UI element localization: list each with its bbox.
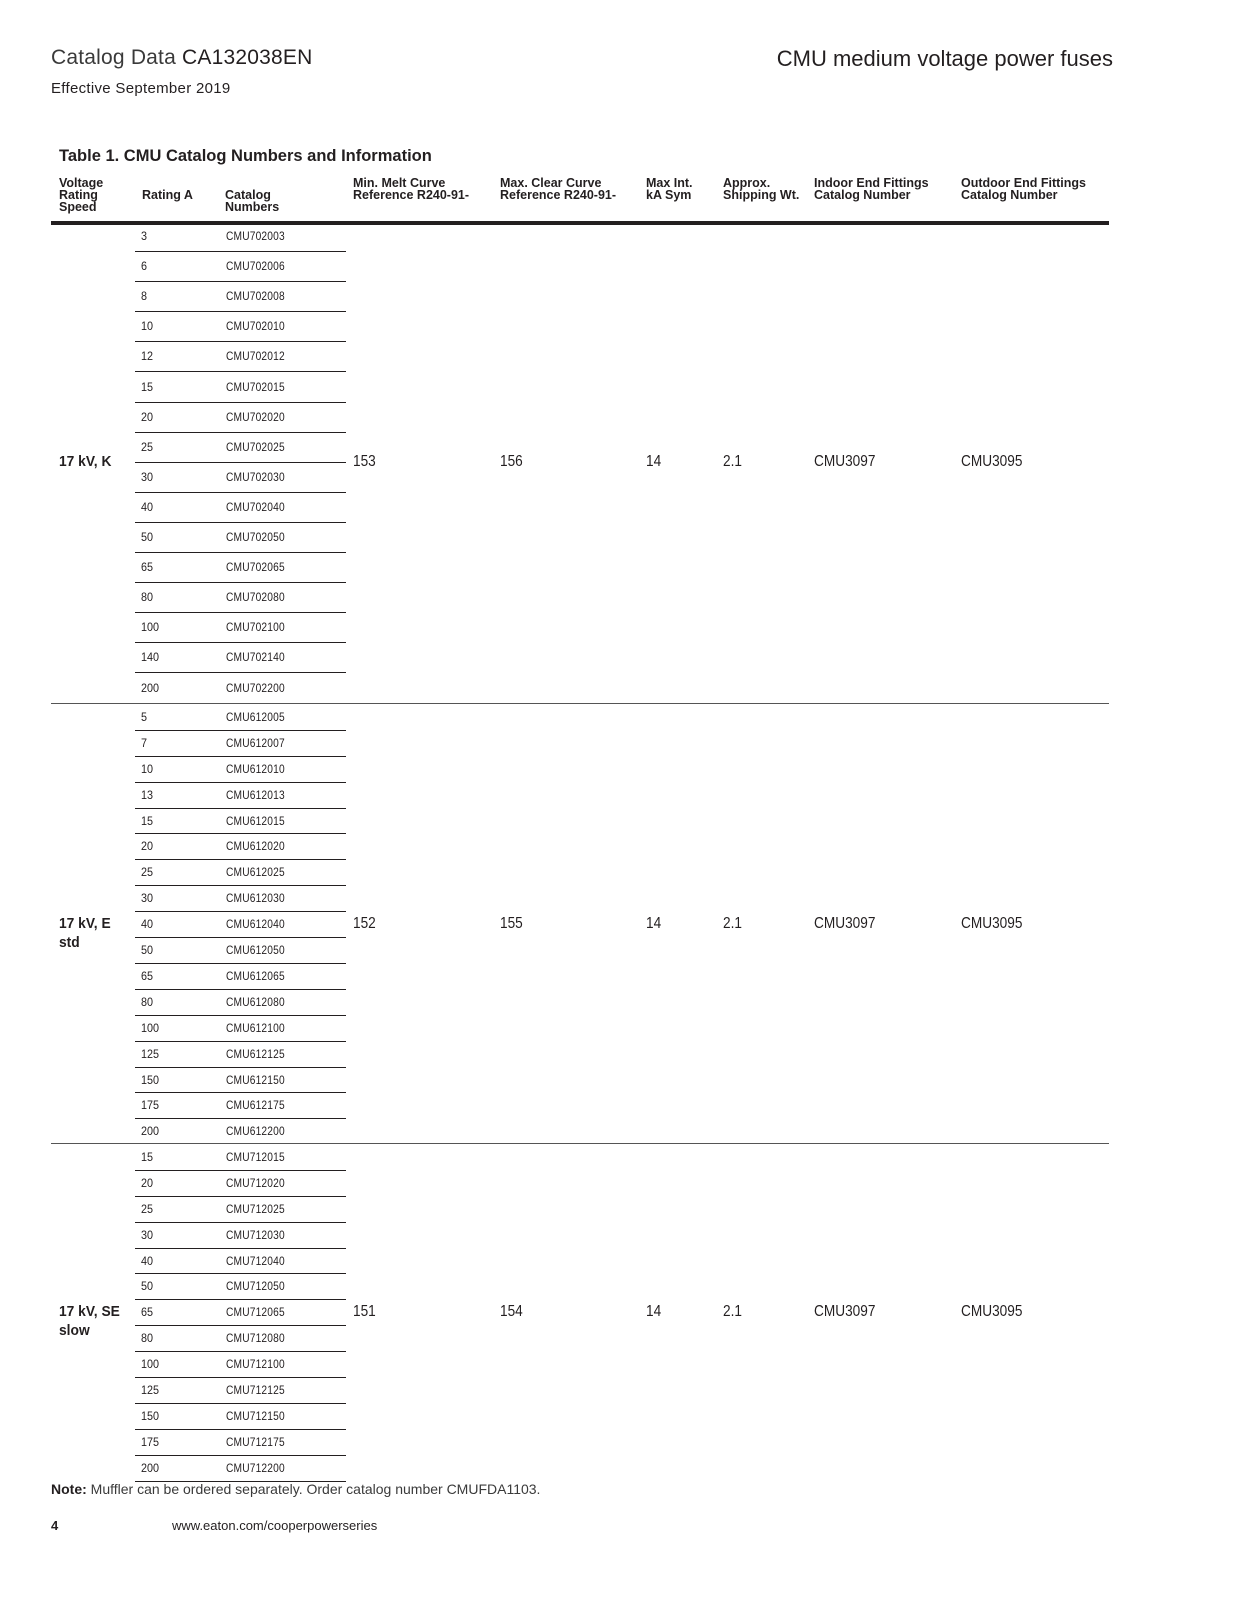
table-row — [135, 1196, 346, 1223]
table-row — [135, 1455, 346, 1482]
table-row — [135, 1403, 346, 1430]
table-row — [135, 859, 346, 886]
catalog-number-cell: CMU612040 — [226, 917, 285, 932]
catalog-number-cell: CMU612050 — [226, 943, 285, 958]
col-catalog: Catalog Numbers — [225, 188, 280, 214]
shipping-weight-cell: 2.1 — [723, 452, 742, 470]
note-label: Note: — [51, 1481, 87, 1497]
rating-cell: 13 — [141, 787, 154, 802]
rating-cell: 100 — [141, 1357, 160, 1372]
rating-cell: 140 — [141, 650, 160, 665]
table-row — [135, 730, 346, 757]
table-row — [135, 612, 346, 643]
min-melt-cell: 151 — [353, 1303, 376, 1321]
table-row — [135, 1015, 346, 1042]
rating-cell: 175 — [141, 1434, 160, 1449]
rating-cell: 50 — [141, 530, 154, 545]
catalog-number-cell: CMU702012 — [226, 349, 285, 364]
max-clear-cell: 154 — [500, 1303, 523, 1321]
max-clear-cell: 156 — [500, 452, 523, 470]
catalog-number-cell: CMU702008 — [226, 289, 285, 304]
document-title: CMU medium voltage power fuses — [776, 46, 1113, 71]
catalog-number-cell: CMU712020 — [226, 1175, 285, 1190]
table-row — [135, 989, 346, 1016]
rating-cell: 12 — [141, 349, 154, 364]
catalog-prefix: Catalog Data — [51, 46, 176, 69]
max-int-cell: 14 — [646, 1303, 662, 1321]
catalog-number-cell: CMU702003 — [226, 229, 285, 244]
table-note — [51, 1481, 540, 1497]
rating-cell: 6 — [141, 259, 148, 274]
table-row — [135, 251, 346, 282]
table-row — [135, 1351, 346, 1378]
catalog-number-cell: CMU712065 — [226, 1305, 285, 1320]
catalog-number-cell: CMU702010 — [226, 319, 285, 334]
rating-cell: 40 — [141, 499, 154, 514]
table-group — [51, 1143, 1109, 1481]
rating-cell: 125 — [141, 1046, 160, 1061]
col-voltage: Voltage Rating Speed — [59, 176, 104, 214]
voltage-rating-cell: 17 kV, E std — [59, 915, 111, 952]
outdoor-fitting-cell: CMU3095 — [961, 452, 1023, 470]
table-row — [135, 1248, 346, 1275]
catalog-number-cell: CMU712040 — [226, 1253, 285, 1268]
max-int-cell: 14 — [646, 915, 662, 933]
effective-date: Effective September 2019 — [51, 80, 231, 97]
rating-cell: 50 — [141, 943, 154, 958]
rating-cell: 30 — [141, 891, 154, 906]
rating-cell: 80 — [141, 994, 154, 1009]
catalog-number-cell: CMU712050 — [226, 1279, 285, 1294]
table-row — [135, 642, 346, 673]
catalog-id: CA132038EN — [182, 46, 313, 69]
table-row — [135, 522, 346, 553]
rating-cell: 25 — [141, 1201, 154, 1216]
table-row — [135, 808, 346, 835]
table-row — [135, 221, 346, 252]
rating-cell: 50 — [141, 1279, 154, 1294]
note-text: Muffler can be ordered separately. Order catalog number CMUFDA1103. — [90, 1481, 541, 1497]
table-row — [135, 492, 346, 523]
table-row — [135, 963, 346, 990]
col-max-clear: Max. Clear Curve Reference R240-91- — [500, 176, 617, 202]
rating-cell: 10 — [141, 761, 154, 776]
catalog-number-cell: CMU702080 — [226, 590, 285, 605]
page-number: 4 — [51, 1518, 59, 1533]
col-weight: Approx. Shipping Wt. — [723, 176, 800, 202]
catalog-number-cell: CMU702006 — [226, 259, 285, 274]
rating-cell: 200 — [141, 1124, 160, 1139]
rating-cell: 125 — [141, 1383, 160, 1398]
rating-cell: 200 — [141, 1460, 160, 1475]
table-row — [135, 1274, 346, 1301]
catalog-number-cell: CMU702040 — [226, 499, 285, 514]
table-row — [135, 1377, 346, 1404]
catalog-number-cell: CMU712100 — [226, 1357, 285, 1372]
col-min-melt: Min. Melt Curve Reference R240-91- — [353, 176, 470, 202]
catalog-number-cell: CMU612010 — [226, 761, 285, 776]
catalog-number-cell: CMU712200 — [226, 1460, 285, 1475]
rating-cell: 150 — [141, 1408, 160, 1423]
outdoor-fitting-cell: CMU3095 — [961, 915, 1023, 933]
catalog-number-cell: CMU612200 — [226, 1124, 285, 1139]
shipping-weight-cell: 2.1 — [723, 915, 742, 933]
min-melt-cell: 152 — [353, 915, 376, 933]
rating-cell: 7 — [141, 735, 148, 750]
table-row — [135, 1041, 346, 1068]
table-row — [135, 1429, 346, 1456]
rating-cell: 30 — [141, 469, 154, 484]
catalog-number-cell: CMU612025 — [226, 865, 285, 880]
catalog-number-cell: CMU612013 — [226, 787, 285, 802]
rating-cell: 15 — [141, 379, 154, 394]
table-row — [135, 1299, 346, 1326]
indoor-fitting-cell: CMU3097 — [814, 915, 876, 933]
table-row — [135, 552, 346, 583]
table-title: Table 1. CMU Catalog Numbers and Information — [59, 147, 432, 165]
rating-cell: 200 — [141, 680, 160, 695]
rating-cell: 150 — [141, 1072, 160, 1087]
catalog-number-cell: CMU702050 — [226, 530, 285, 545]
voltage-rating-cell: 17 kV, K — [59, 452, 112, 470]
table-row — [135, 911, 346, 938]
rating-cell: 25 — [141, 439, 154, 454]
rating-cell: 175 — [141, 1098, 160, 1113]
table-row — [135, 341, 346, 372]
catalog-number-cell: CMU612150 — [226, 1072, 285, 1087]
rating-cell: 40 — [141, 1253, 154, 1268]
table-row — [135, 1170, 346, 1197]
rating-cell: 20 — [141, 1175, 154, 1190]
table-row — [135, 462, 346, 493]
indoor-fitting-cell: CMU3097 — [814, 452, 876, 470]
table-row — [135, 1067, 346, 1094]
rating-cell: 100 — [141, 1020, 160, 1035]
table-row — [135, 1222, 346, 1249]
voltage-rating-cell: 17 kV, SE slow — [59, 1303, 120, 1340]
table-group — [51, 703, 1109, 1144]
rating-cell: 65 — [141, 968, 154, 983]
rating-cell: 65 — [141, 1305, 154, 1320]
catalog-number-cell: CMU702015 — [226, 379, 285, 394]
table-row — [135, 432, 346, 463]
rating-cell: 30 — [141, 1227, 154, 1242]
catalog-number-cell: CMU612080 — [226, 994, 285, 1009]
rating-cell: 8 — [141, 289, 148, 304]
table-row — [135, 704, 346, 731]
rating-cell: 65 — [141, 560, 154, 575]
col-indoor: Indoor End Fittings Catalog Number — [814, 176, 929, 202]
rating-cell: 40 — [141, 917, 154, 932]
indoor-fitting-cell: CMU3097 — [814, 1303, 876, 1321]
catalog-number-cell: CMU702020 — [226, 409, 285, 424]
catalog-number-cell: CMU612005 — [226, 709, 285, 724]
catalog-number-cell: CMU612175 — [226, 1098, 285, 1113]
table-row — [135, 582, 346, 613]
table-row — [135, 1118, 346, 1144]
table-row — [135, 311, 346, 342]
col-rating: Rating A — [142, 188, 193, 202]
table-row — [135, 402, 346, 433]
table-row — [135, 885, 346, 912]
max-clear-cell: 155 — [500, 915, 523, 933]
catalog-number-cell: CMU702100 — [226, 620, 285, 635]
catalog-number-cell: CMU702025 — [226, 439, 285, 454]
rating-cell: 25 — [141, 865, 154, 880]
rating-cell: 10 — [141, 319, 154, 334]
rating-cell: 80 — [141, 1331, 154, 1346]
table-group — [51, 221, 1109, 703]
shipping-weight-cell: 2.1 — [723, 1303, 742, 1321]
catalog-number-cell: CMU712015 — [226, 1149, 285, 1164]
catalog-number-cell: CMU712150 — [226, 1408, 285, 1423]
col-max-int: Max Int. kA Sym — [646, 176, 693, 202]
table-row — [135, 1325, 346, 1352]
catalog-number-cell: CMU712125 — [226, 1383, 285, 1398]
catalog-number-cell: CMU612065 — [226, 968, 285, 983]
catalog-number-cell: CMU702140 — [226, 650, 285, 665]
footer-url[interactable]: www.eaton.com/cooperpowerseries — [172, 1518, 378, 1533]
catalog-number-cell: CMU702200 — [226, 680, 285, 695]
table-row — [135, 372, 346, 403]
catalog-number-cell: CMU712025 — [226, 1201, 285, 1216]
max-int-cell: 14 — [646, 452, 662, 470]
outdoor-fitting-cell: CMU3095 — [961, 1303, 1023, 1321]
rating-cell: 80 — [141, 590, 154, 605]
table-row — [135, 834, 346, 861]
catalog-number-cell: CMU612125 — [226, 1046, 285, 1061]
table-row — [135, 782, 346, 809]
table-row — [135, 1093, 346, 1120]
table-row — [135, 281, 346, 312]
rating-cell: 100 — [141, 620, 160, 635]
rating-cell: 20 — [141, 409, 154, 424]
table-row — [135, 937, 346, 964]
rating-cell: 3 — [141, 229, 148, 244]
table-row — [135, 756, 346, 783]
col-outdoor: Outdoor End Fittings Catalog Number — [961, 176, 1086, 202]
rating-cell: 20 — [141, 839, 154, 854]
catalog-number-cell: CMU702030 — [226, 469, 285, 484]
catalog-number-cell: CMU712030 — [226, 1227, 285, 1242]
catalog-number-cell: CMU612020 — [226, 839, 285, 854]
catalog-number-cell: CMU612100 — [226, 1020, 285, 1035]
table-header — [51, 177, 1109, 225]
rating-cell: 15 — [141, 813, 154, 828]
rating-cell: 5 — [141, 709, 148, 724]
table-row — [135, 673, 346, 703]
catalog-number-cell: CMU612015 — [226, 813, 285, 828]
catalog-number-cell: CMU612007 — [226, 735, 285, 750]
catalog-number-cell: CMU612030 — [226, 891, 285, 906]
catalog-number-cell: CMU712175 — [226, 1434, 285, 1449]
table-row — [135, 1144, 346, 1171]
catalog-number-cell: CMU712080 — [226, 1331, 285, 1346]
catalog-number-cell: CMU702065 — [226, 560, 285, 575]
catalog-header — [51, 46, 312, 70]
rating-cell: 15 — [141, 1149, 154, 1164]
min-melt-cell: 153 — [353, 452, 376, 470]
